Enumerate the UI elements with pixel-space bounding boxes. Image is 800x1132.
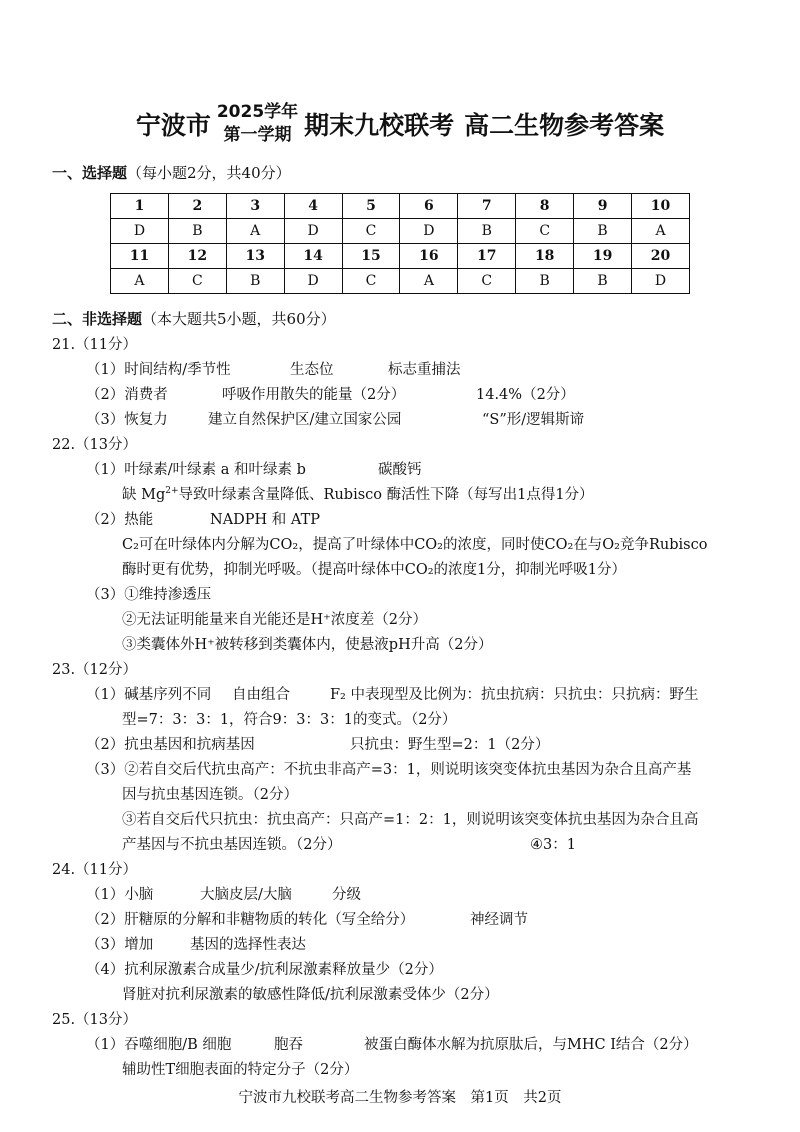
document-title: [0, 92, 800, 156]
title-year-term: [217, 104, 298, 144]
q22-3-answer-c: ③类囊体外H⁺被转移到类囊体内，使悬液pH升高（2分）: [122, 637, 493, 653]
q24-4-answer-a: （4）抗利尿激素合成量少/抗利尿激素释放量少（2分）: [86, 962, 443, 978]
q22-1-answer-a: （1）叶绿素/叶绿素 a 和叶绿素 b: [86, 462, 306, 478]
q22-3-answer-b: ②无法证明能量来自光能还是H⁺浓度差（2分）: [122, 612, 428, 628]
q23-1-answer-b: 自由组合: [232, 687, 290, 703]
q23-2-answer-b: 只抗虫：野生型=2：1（2分）: [350, 737, 550, 753]
question-25-header: 25.（13分）: [52, 1012, 138, 1028]
q22-1-answer-c: 缺 $Mg^{2+}$导致叶绿素含量降低、Rubisco 酶活性下降（每写出1点得1分）: [122, 486, 594, 503]
question-24-header: 24.（11分）: [52, 862, 138, 878]
q23-2-answer-a: （2）抗虫基因和抗病基因: [86, 737, 255, 753]
q22-1-answer-b: 碳酸钙: [378, 462, 422, 478]
table-row: A C B D C A C B B D: [111, 269, 690, 294]
q21-2-answer-c: 14.4%（2分）: [476, 387, 575, 403]
section-2-heading: 二、非选择题（本大题共5小题，共60分）: [52, 310, 336, 328]
q21-3-answer-b: 建立自然保护区/建立国家公园: [208, 412, 402, 428]
title-term: 第一学期: [223, 125, 292, 145]
q21-1-answer-a: （1）时间结构/季节性: [86, 362, 231, 378]
q21-1-answer-b: 生态位: [290, 362, 334, 378]
question-21-header: 21.（11分）: [52, 337, 138, 353]
q23-3-answer-c: ③若自交后代只抗虫：抗虫高产：只高产=1：2：1，则说明该突变体抗虫基因为杂合且高: [122, 812, 699, 828]
q24-1-answer-b: 大脑皮层/大脑: [200, 887, 292, 903]
table-row: D B A D C D B C B A: [111, 219, 690, 244]
q21-2-answer-b: 呼吸作用散失的能量（2分）: [222, 387, 406, 403]
q25-1-answer-b: 胞吞: [274, 1037, 303, 1053]
q24-4-answer-b: 肾脏对抗利尿激素的敏感性降低/抗利尿激素受体少（2分）: [122, 987, 499, 1003]
q22-2-answer-a: （2）热能: [86, 512, 154, 528]
q21-3-answer-a: （3）恢复力: [86, 412, 168, 428]
q23-3-answer-a: （3）②若自交后代抗虫高产：不抗虫非高产=3：1，则说明该突变体抗虫基因为杂合且高产基: [86, 762, 692, 778]
q24-2-answer-a: （2）肝糖原的分解和非糖物质的转化（写全给分）: [86, 912, 415, 928]
q25-1-answer-c: 被蛋白酶体水解为抗原肽后，与MHC I结合（2分）: [364, 1037, 698, 1053]
q25-1-answer-d: 辅助性T细胞表面的特定分子（2分）: [122, 1062, 359, 1078]
q22-2-answer-d: 酶时更有优势，抑制光呼吸。（提高叶绿体中CO₂的浓度1分，抑制光呼吸1分）: [122, 562, 626, 578]
answer-table: [110, 193, 690, 294]
q22-3-answer-a: （3）①维持渗透压: [86, 587, 212, 603]
table-row: 1 2 3 4 5 6 7 8 9 10: [111, 194, 690, 219]
section-1-heading: 一、选择题（每小题2分，共40分）: [52, 164, 291, 182]
q21-2-answer-a: （2）消费者: [86, 387, 168, 403]
q21-1-answer-c: 标志重捕法: [388, 362, 461, 378]
question-23-header: 23.（12分）: [52, 662, 138, 678]
question-22-header: 22.（13分）: [52, 437, 138, 453]
q24-2-answer-b: 神经调节: [470, 912, 528, 928]
q23-3-answer-b: 因与抗虫基因连锁。（2分）: [122, 787, 298, 803]
q23-1-answer-d: 型=7：3：3：1，符合9：3：3：1的变式。（2分）: [122, 712, 457, 728]
title-subject: 高二生物参考答案: [464, 111, 665, 140]
q22-2-answer-c: C₂可在叶绿体内分解为CO₂，提高了叶绿体中CO₂的浓度，同时使CO₂在与O₂竞争Rubisco: [122, 537, 708, 553]
q24-1-answer-a: （1）小脑: [86, 887, 154, 903]
q24-1-answer-c: 分级: [332, 887, 361, 903]
q23-3-answer-e: ④3：1: [530, 837, 576, 853]
q23-1-answer-c: F₂ 中表现型及比例为：抗虫抗病：只抗虫：只抗病：野生: [330, 687, 699, 703]
q23-3-answer-d: 产基因与不抗虫基因连锁。（2分）: [122, 837, 342, 853]
q24-3-answer-b: 基因的选择性表达: [190, 937, 306, 953]
q21-3-answer-c: “S”形/逻辑斯谛: [482, 412, 585, 428]
q23-1-answer-a: （1）碱基序列不同: [86, 687, 212, 703]
page-footer: 宁波市九校联考高二生物参考答案 第1页 共2页: [238, 1090, 562, 1106]
table-row: 11 12 13 14 15 16 17 18 19 20: [111, 244, 690, 269]
q22-2-answer-b: NADPH 和 ATP: [210, 512, 321, 528]
q25-1-answer-a: （1）吞噬细胞/B 细胞: [86, 1037, 232, 1053]
title-city: 宁波市: [135, 111, 211, 140]
title-year: 2025学年: [216, 102, 299, 122]
title-exam: 期末九校联考: [304, 111, 455, 140]
q24-3-answer-a: （3）增加: [86, 937, 154, 953]
